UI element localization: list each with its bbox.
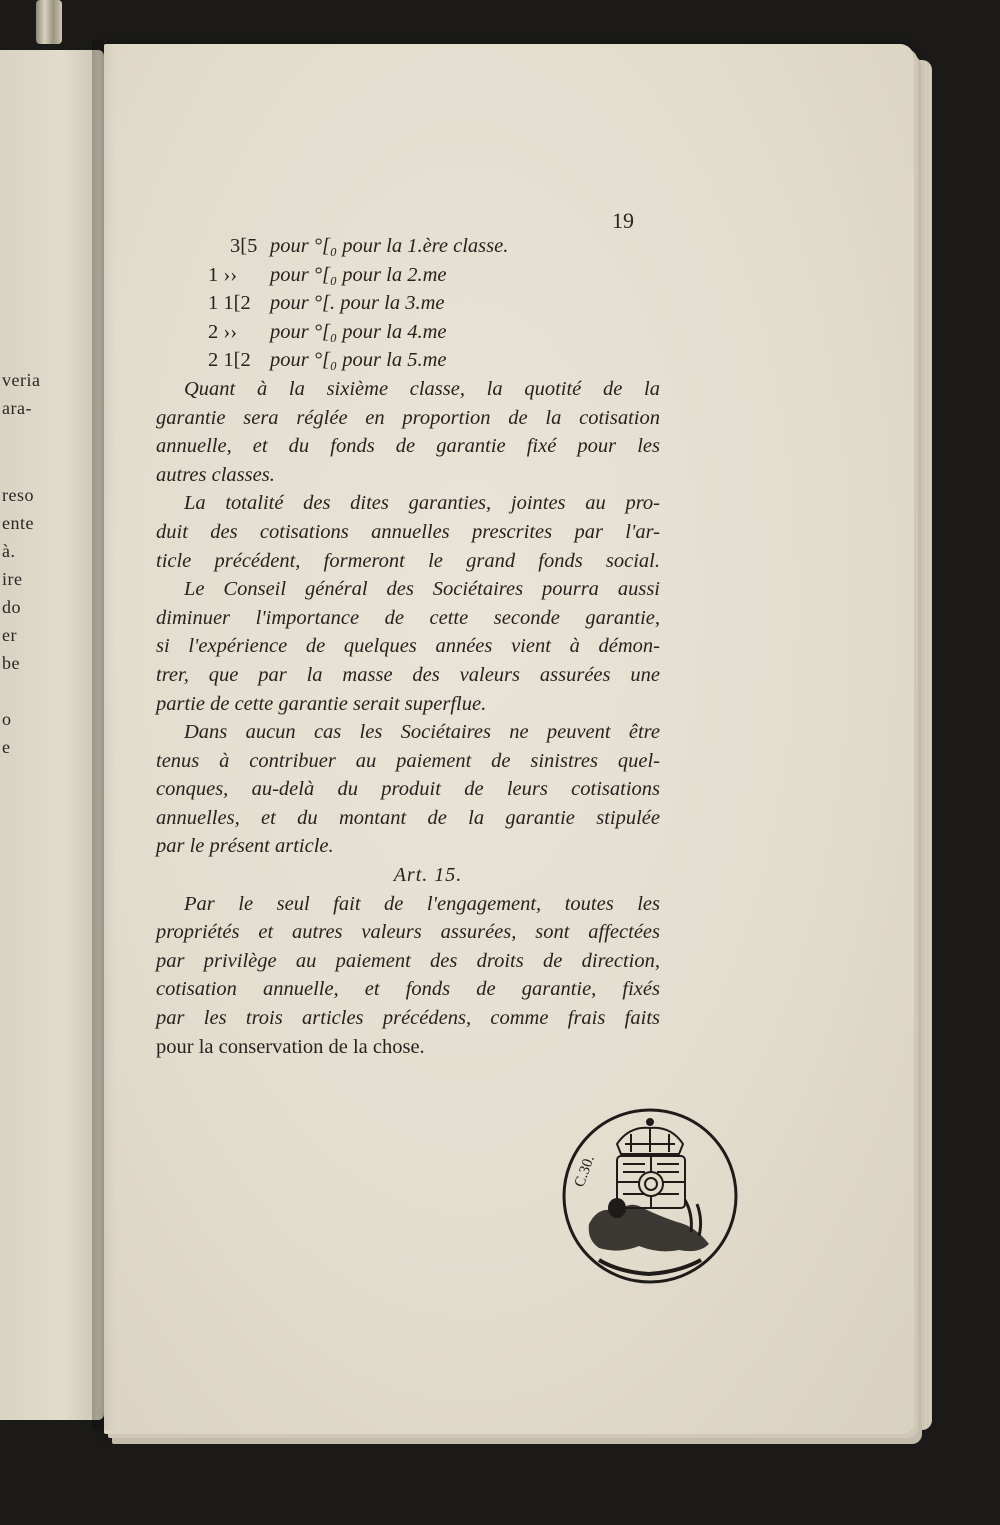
rate-text: pour °[₀ pour la 2.me xyxy=(270,263,447,286)
page-number: 19 xyxy=(612,208,634,233)
left-page-fragment: veria xyxy=(2,370,41,390)
left-page-fragment: reso xyxy=(2,485,34,505)
class-rate-line xyxy=(156,232,660,261)
left-page-fragment: o xyxy=(2,709,12,729)
paragraph-line: pour la conservation de la chose. xyxy=(156,1035,425,1058)
class-rate-line xyxy=(156,289,660,318)
left-page-fragment: ara- xyxy=(2,398,32,418)
left-page-fragment: do xyxy=(2,597,21,617)
paragraph-line: si l'expérience de quelques années vient à démon- xyxy=(156,635,660,658)
paragraph-line: garantie sera réglée en proportion de la cotisation xyxy=(156,406,660,429)
river-figure-icon xyxy=(589,1198,709,1274)
rate-amount: 2 ›› xyxy=(208,320,238,343)
library-stamp xyxy=(559,1104,741,1288)
paragraph-line: Par le seul fait de l'engagement, toutes les xyxy=(184,892,660,915)
paragraph-line: La totalité des dites garanties, jointes au pro- xyxy=(184,492,660,515)
left-page-fragment: ente xyxy=(2,513,34,533)
left-page-fragment: be xyxy=(2,653,20,673)
paragraph-line: propriétés et autres valeurs assurées, sont affectées xyxy=(156,921,660,944)
rate-amount: 1 ›› xyxy=(208,263,238,286)
paragraph-line: duit des cotisations annuelles prescrites par l'ar- xyxy=(156,520,660,543)
left-page-fragment: er xyxy=(2,625,17,645)
page-text xyxy=(156,232,660,1061)
paragraph-line: par privilège au paiement des droits de direction, xyxy=(156,949,660,972)
paragraph-line: diminuer l'importance de cette seconde garantie, xyxy=(156,606,660,629)
rate-amount: 1 1[2 xyxy=(208,292,251,315)
paragraph-line: ticle précédent, formeront le grand fonds social. xyxy=(156,549,660,572)
paragraph-line: par le présent article. xyxy=(156,835,334,858)
paragraph-line: conques, au-delà du produit de leurs cotisations xyxy=(156,778,660,801)
paragraph-line: tenus à contribuer au paiement de sinistres quel- xyxy=(156,749,660,772)
binding-thread xyxy=(36,0,62,44)
paragraph-line: Dans aucun cas les Sociétaires ne peuvent être xyxy=(184,721,660,744)
shield-icon xyxy=(617,1156,685,1208)
paragraph-line: Le Conseil général des Sociétaires pourra aussi xyxy=(184,578,660,601)
paragraph-line: annuelles, et du montant de la garantie stipulée xyxy=(156,806,660,829)
rate-amount: 3[5 xyxy=(230,235,258,257)
article-heading: Art. 15. xyxy=(393,864,463,887)
class-rate-line xyxy=(156,346,660,375)
paragraph-line: annuelle, et du fonds de garantie fixé pour les xyxy=(156,435,660,458)
paragraph-line: autres classes. xyxy=(156,463,275,486)
left-page-fragment: ire xyxy=(2,569,23,589)
paragraph-line: trer, que par la masse des valeurs assurées une xyxy=(156,663,660,686)
rate-text: pour °[₀ pour la 1.ère classe. xyxy=(270,235,509,257)
paragraph-line: cotisation annuelle, et fonds de garantie, fixés xyxy=(156,978,660,1001)
class-rate-line xyxy=(156,261,660,290)
gutter-shadow xyxy=(92,40,116,1430)
left-page-fragment: à. xyxy=(2,541,16,561)
crown-icon xyxy=(617,1119,683,1154)
left-page xyxy=(0,50,104,1420)
rate-text: pour °[₀ pour la 5.me xyxy=(270,349,447,372)
class-rate-line xyxy=(156,318,660,347)
stamp-text: C.30. xyxy=(571,1153,598,1190)
rate-text: pour °[₀ pour la 4.me xyxy=(270,320,447,343)
paragraph-line: par les trois articles précédens, comme frais faits xyxy=(156,1007,660,1030)
rate-amount: 2 1[2 xyxy=(208,349,251,372)
paragraph-line: partie de cette garantie serait superflue. xyxy=(156,692,487,715)
left-page-fragment: e xyxy=(2,737,11,757)
paragraph-line: Quant à la sixième classe, la quotité de la xyxy=(184,377,660,400)
rate-text: pour °[. pour la 3.me xyxy=(270,292,445,315)
